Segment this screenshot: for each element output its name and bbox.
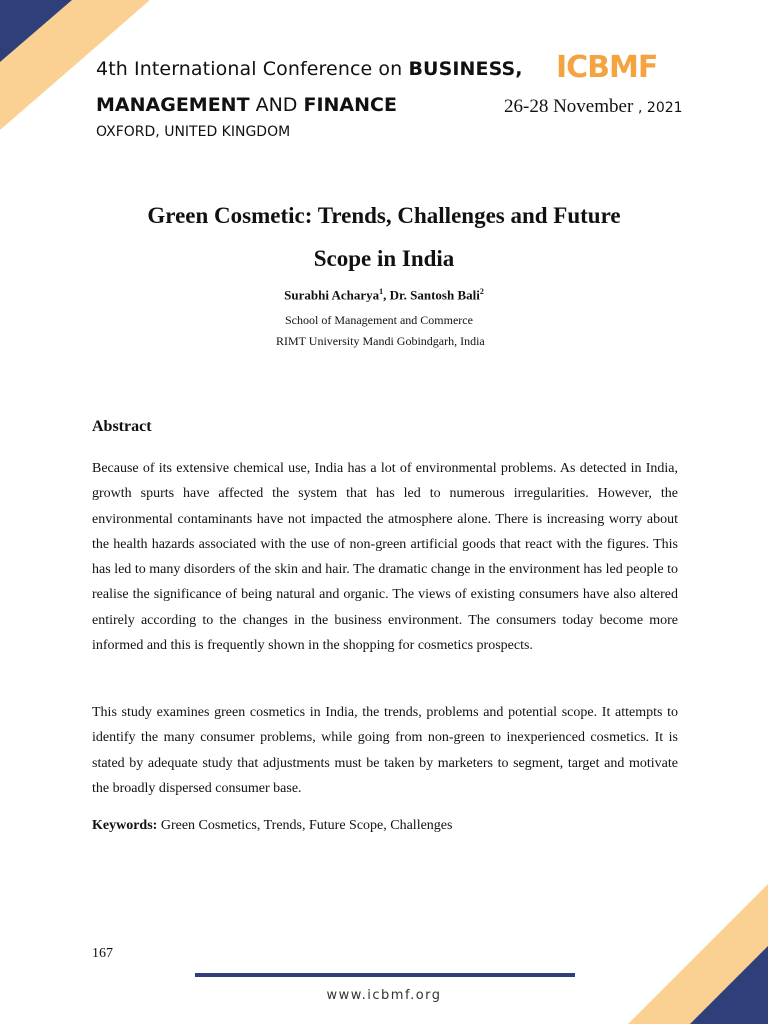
conference-dates-text: 26-28 November	[504, 96, 634, 117]
conference-finance: FINANCE	[303, 94, 397, 116]
conference-dates	[504, 96, 683, 118]
author-2-sup: 2	[479, 287, 484, 296]
author-1-sup: 1	[379, 287, 384, 296]
keywords	[92, 818, 452, 834]
icbmf-logo: ICBMF	[556, 50, 658, 85]
conference-title-line1	[96, 58, 523, 80]
conference-location: OXFORD, UNITED KINGDOM	[96, 124, 291, 140]
conference-prefix: 4th International Conference on	[96, 58, 409, 80]
conference-year: , 2021	[638, 100, 683, 116]
keywords-list: Green Cosmetics, Trends, Future Scope, Challenges	[157, 818, 453, 833]
paper-title-line1: Green Cosmetic: Trends, Challenges and Future	[147, 203, 621, 228]
conference-title-line2	[96, 94, 397, 116]
conference-management: MANAGEMENT	[96, 94, 250, 116]
conference-business: BUSINESS,	[408, 58, 523, 80]
footer-url: www.icbmf.org	[326, 988, 442, 1003]
abstract-paragraph-1: Because of its extensive chemical use, India has a lot of environmental problems. As detected in India, growth spurts have affected the system that has led to numerous irregularities. However, the environmental contaminants have not impacted the atmosphere alone. There is increasing worry about the health hazards associated with the use of non-green artificial goods that react with the figures. This has led to many disorders of the skin and hair. The dramatic change in the environment has led people to realise the significance of being natural and organic. The views of existing consumers have also altered entirely according to the changes in the business environment. The consumers today become more informed and this is frequently shown in the shopping for cosmetics prospects.	[92, 461, 678, 654]
corner-decoration-bottom-right	[628, 884, 768, 1024]
conference-and: AND	[255, 94, 298, 116]
abstract-heading: Abstract	[92, 418, 152, 435]
affiliation-line1: School of Management and Commerce	[285, 313, 473, 327]
abstract-paragraph-2: This study examines green cosmetics in India, the trends, problems and potential scope. It attempts to identify the many consumer problems, while going from non-green to inexperienced cosmetics. It is stated by adequate study that adjustments must be taken by marketers to segment, target and motivate the broadly dispersed consumer base.	[92, 705, 678, 796]
author-1: Surabhi Acharya	[284, 287, 380, 303]
keywords-label: Keywords:	[92, 818, 158, 833]
author-separator: ,	[383, 287, 390, 303]
page-number: 167	[92, 946, 113, 961]
author-2: Dr. Santosh Bali	[389, 287, 480, 303]
affiliation-line2: RIMT University Mandi Gobindgarh, India	[276, 334, 485, 348]
paper-title-line2: Scope in India	[313, 246, 455, 271]
footer-divider	[195, 973, 575, 977]
authors	[84, 287, 684, 303]
